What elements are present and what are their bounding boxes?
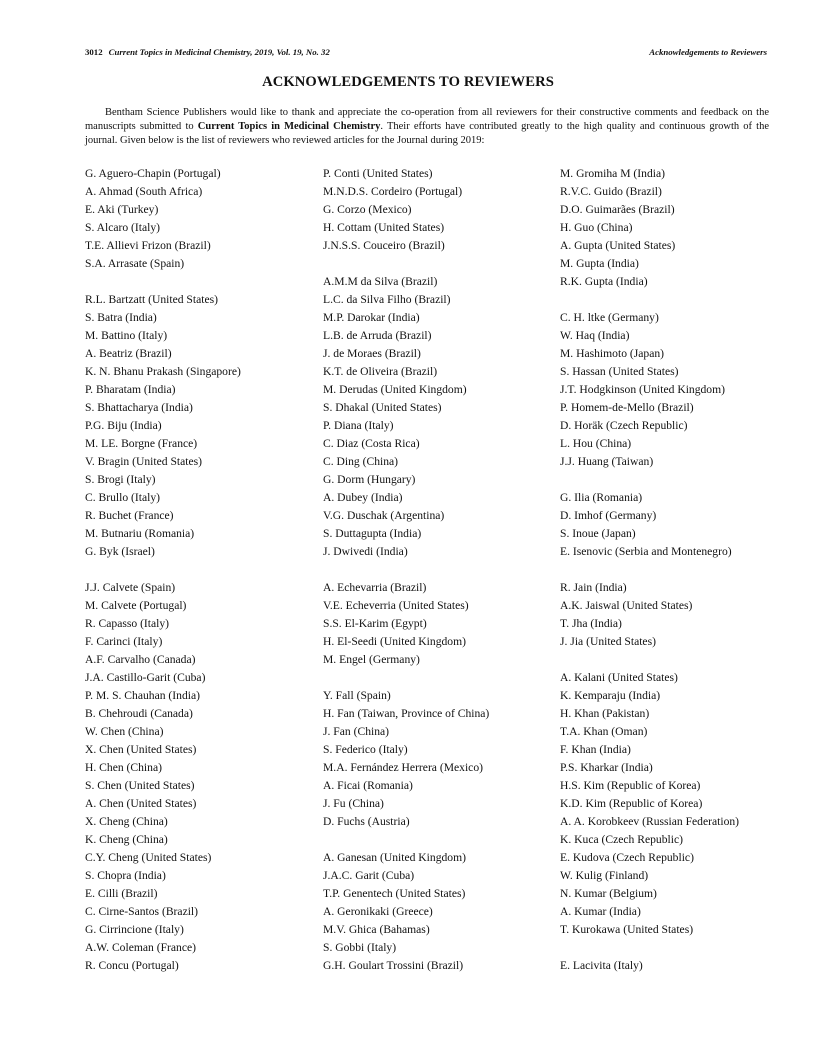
- reviewer-entry: P. Homem-de-Mello (Brazil): [560, 401, 694, 414]
- reviewer-entry: D. Imhof (Germany): [560, 509, 657, 522]
- reviewer-entry: F. Khan (India): [560, 743, 631, 756]
- reviewer-entry: K. Kuca (Czech Republic): [560, 833, 683, 846]
- reviewer-entry: R. Capasso (Italy): [85, 617, 170, 630]
- reviewer-entry: S. Hassan (United States): [560, 365, 679, 378]
- spacer: [560, 939, 790, 957]
- reviewer-entry: T.P. Genentech (United States): [323, 887, 466, 900]
- reviewer-entry: H. Chen (China): [85, 761, 162, 774]
- reviewer-column-2: [323, 165, 555, 975]
- reviewer-entry: A.W. Coleman (France): [85, 941, 196, 954]
- spacer: [560, 651, 790, 669]
- reviewer-entry: J.A.C. Garit (Cuba): [323, 869, 415, 882]
- reviewer-entry: R. Buchet (France): [85, 509, 174, 522]
- reviewer-entry: H. Khan (Pakistan): [560, 707, 650, 720]
- reviewer-entry: M.V. Ghica (Bahamas): [323, 923, 430, 936]
- reviewer-entry: J. Fan (China): [323, 725, 390, 738]
- reviewer-entry: A. Ficai (Romania): [323, 779, 413, 792]
- reviewer-column-3: [560, 165, 790, 975]
- reviewer-entry: C. H. ltke (Germany): [560, 311, 659, 324]
- reviewer-entry: M. Derudas (United Kingdom): [323, 383, 467, 396]
- intro-part2: . Their efforts have contributed greatly to the high quality and continuous growth of the journal. Given below is the list of reviewers who reviewed articles for the Journal during 2019:: [85, 121, 769, 146]
- reviewer-entry: H. El-Seedi (United Kingdom): [323, 635, 466, 648]
- reviewer-entry: D. Horäk (Czech Republic): [560, 419, 688, 432]
- reviewer-entry: H.S. Kim (Republic of Korea): [560, 779, 701, 792]
- reviewer-entry: J.T. Hodgkinson (United Kingdom): [560, 383, 725, 396]
- reviewer-entry: K.D. Kim (Republic of Korea): [560, 797, 703, 810]
- spacer: [323, 561, 555, 579]
- reviewer-entry: V.E. Echeverria (United States): [323, 599, 469, 612]
- reviewer-entry: G.H. Goulart Trossini (Brazil): [323, 959, 464, 972]
- reviewer-entry: M.N.D.S. Cordeiro (Portugal): [323, 185, 463, 198]
- page-number: 3012: [85, 47, 103, 57]
- reviewer-entry: J.J. Huang (Taiwan): [560, 455, 654, 468]
- reviewer-entry: H. Cottam (United States): [323, 221, 445, 234]
- reviewer-entry: P. M. S. Chauhan (India): [85, 689, 200, 702]
- reviewer-entry: Y. Fall (Spain): [323, 689, 391, 702]
- reviewer-entry: D.O. Guimarães (Brazil): [560, 203, 675, 216]
- reviewer-entry: C. Ding (China): [323, 455, 399, 468]
- reviewer-entry: B. Chehroudi (Canada): [85, 707, 193, 720]
- reviewer-entry: A.K. Jaiswal (United States): [560, 599, 693, 612]
- reviewer-entry: L.C. da Silva Filho (Brazil): [323, 293, 451, 306]
- reviewer-entry: C. Diaz (Costa Rica): [323, 437, 420, 450]
- reviewer-entry: C.Y. Cheng (United States): [85, 851, 212, 864]
- reviewer-entry: M.A. Fernández Herrera (Mexico): [323, 761, 483, 774]
- reviewer-entry: H. Guo (China): [560, 221, 633, 234]
- reviewer-entry: J.J. Calvete (Spain): [85, 581, 176, 594]
- reviewer-entry: X. Cheng (China): [85, 815, 168, 828]
- header-year: , 2019,: [250, 47, 277, 57]
- spacer: [323, 669, 555, 687]
- reviewer-entry: V.G. Duschak (Argentina): [323, 509, 445, 522]
- reviewer-entry: S. Gobbi (Italy): [323, 941, 397, 954]
- reviewer-entry: R. Jain (India): [560, 581, 627, 594]
- reviewer-entry: W. Haq (India): [560, 329, 630, 342]
- reviewer-entry: L.B. de Arruda (Brazil): [323, 329, 432, 342]
- reviewer-entry: M. Gupta (India): [560, 257, 639, 270]
- reviewer-entry: S. Brogi (Italy): [85, 473, 156, 486]
- intro-paragraph: [85, 106, 769, 148]
- reviewer-entry: T. Jha (India): [560, 617, 622, 630]
- reviewer-entry: J.A. Castillo-Garit (Cuba): [85, 671, 206, 684]
- intro-journal: Current Topics in Medicinal Chemistry: [197, 121, 381, 132]
- reviewer-entry: P.G. Biju (India): [85, 419, 162, 432]
- reviewer-entry: J. Dwivedi (India): [323, 545, 408, 558]
- reviewer-entry: N. Kumar (Belgium): [560, 887, 657, 900]
- reviewer-entry: E. Lacivita (Italy): [560, 959, 643, 972]
- reviewer-entry: G. Aguero-Chapin (Portugal): [85, 167, 221, 180]
- reviewer-entry: S.S. El-Karim (Egypt): [323, 617, 427, 630]
- reviewer-entry: A. Kalani (United States): [560, 671, 678, 684]
- reviewer-entry: T.A. Khan (Oman): [560, 725, 648, 738]
- reviewer-entry: S. Federico (Italy): [323, 743, 408, 756]
- reviewer-entry: K.T. de Oliveira (Brazil): [323, 365, 438, 378]
- reviewer-entry: G. Cirrincione (Italy): [85, 923, 184, 936]
- spacer: [560, 471, 790, 489]
- reviewer-entry: J. Fu (China): [323, 797, 384, 810]
- reviewer-entry: P. Conti (United States): [323, 167, 433, 180]
- reviewer-entry: A. Beatriz (Brazil): [85, 347, 172, 360]
- reviewer-entry: P.S. Kharkar (India): [560, 761, 653, 774]
- reviewer-entry: A. Echevarria (Brazil): [323, 581, 427, 594]
- reviewer-entry: X. Chen (United States): [85, 743, 197, 756]
- reviewer-entry: E. Cilli (Brazil): [85, 887, 158, 900]
- reviewer-entry: S. Bhattacharya (India): [85, 401, 193, 414]
- reviewer-entry: E. Aki (Turkey): [85, 203, 159, 216]
- header-left: [85, 47, 330, 57]
- reviewer-entry: M. Engel (Germany): [323, 653, 420, 666]
- reviewer-entry: A. Ganesan (United Kingdom): [323, 851, 466, 864]
- spacer: [323, 831, 555, 849]
- reviewer-entry: H. Fan (Taiwan, Province of China): [323, 707, 490, 720]
- running-header: [85, 47, 767, 57]
- spacer: [323, 255, 555, 273]
- reviewer-entry: V. Bragin (United States): [85, 455, 202, 468]
- reviewer-entry: T.E. Allievi Frizon (Brazil): [85, 239, 211, 252]
- reviewer-entry: M. Hashimoto (Japan): [560, 347, 665, 360]
- reviewer-entry: S. Chen (United States): [85, 779, 195, 792]
- reviewer-entry: A.F. Carvalho (Canada): [85, 653, 196, 666]
- reviewer-entry: A. Geronikaki (Greece): [323, 905, 433, 918]
- reviewer-entry: A. Kumar (India): [560, 905, 641, 918]
- spacer: [85, 273, 315, 291]
- reviewer-entry: S. Dhakal (United States): [323, 401, 442, 414]
- header-volume: Vol. 19, No. 32: [276, 47, 330, 57]
- spacer: [85, 561, 315, 579]
- reviewer-entry: J.N.S.S. Couceiro (Brazil): [323, 239, 445, 252]
- reviewer-entry: M. Gromiha M (India): [560, 167, 665, 180]
- reviewer-entry: E. Kudova (Czech Republic): [560, 851, 694, 864]
- reviewer-entry: R. Concu (Portugal): [85, 959, 179, 972]
- reviewer-entry: K. Cheng (China): [85, 833, 168, 846]
- reviewer-entry: A.M.M da Silva (Brazil): [323, 275, 438, 288]
- reviewer-entry: M. LE. Borgne (France): [85, 437, 198, 450]
- reviewer-entry: M. Butnariu (Romania): [85, 527, 195, 540]
- reviewer-entry: R.K. Gupta (India): [560, 275, 648, 288]
- reviewer-entry: M. Battino (Italy): [85, 329, 168, 342]
- intro-part1: Bentham Science Publishers would like to thank and appreciate the co-operation from all reviewers for their constructive comments and feedback on the manuscripts submitted to: [85, 107, 769, 132]
- reviewer-entry: A. Ahmad (South Africa): [85, 185, 203, 198]
- reviewer-entry: P. Bharatam (India): [85, 383, 176, 396]
- reviewer-entry: A. Chen (United States): [85, 797, 197, 810]
- reviewer-entry: S. Chopra (India): [85, 869, 166, 882]
- reviewer-entry: S. Batra (India): [85, 311, 157, 324]
- reviewer-entry: W. Kulig (Finland): [560, 869, 649, 882]
- reviewer-entry: G. Corzo (Mexico): [323, 203, 412, 216]
- reviewer-entry: G. Ilia (Romania): [560, 491, 643, 504]
- reviewer-entry: C. Cirne-Santos (Brazil): [85, 905, 199, 918]
- reviewer-entry: K. N. Bhanu Prakash (Singapore): [85, 365, 241, 378]
- reviewer-entry: S. Inoue (Japan): [560, 527, 636, 540]
- reviewer-entry: R.V.C. Guido (Brazil): [560, 185, 662, 198]
- reviewer-entry: K. Kemparaju (India): [560, 689, 661, 702]
- header-section: Acknowledgements to Reviewers: [649, 47, 767, 57]
- reviewer-entry: P. Diana (Italy): [323, 419, 394, 432]
- reviewer-entry: G. Byk (Israel): [85, 545, 155, 558]
- reviewer-column-1: [85, 165, 315, 975]
- reviewer-entry: J. Jia (United States): [560, 635, 656, 648]
- reviewer-entry: T. Kurokawa (United States): [560, 923, 694, 936]
- reviewer-entry: M. Calvete (Portugal): [85, 599, 187, 612]
- reviewer-entry: J. de Moraes (Brazil): [323, 347, 421, 360]
- reviewer-entry: S.A. Arrasate (Spain): [85, 257, 185, 270]
- reviewer-entry: A. Dubey (India): [323, 491, 403, 504]
- reviewer-columns: [85, 165, 785, 985]
- reviewer-entry: S. Duttagupta (India): [323, 527, 422, 540]
- reviewer-entry: A. A. Korobkeev (Russian Federation): [560, 815, 740, 828]
- spacer: [560, 291, 790, 309]
- reviewer-entry: R.L. Bartzatt (United States): [85, 293, 218, 306]
- reviewer-entry: F. Carinci (Italy): [85, 635, 163, 648]
- reviewer-entry: D. Fuchs (Austria): [323, 815, 410, 828]
- reviewer-entry: E. Isenovic (Serbia and Montenegro): [560, 545, 732, 558]
- reviewer-entry: W. Chen (China): [85, 725, 164, 738]
- page-title: ACKNOWLEDGEMENTS TO REVIEWERS: [262, 74, 554, 90]
- reviewer-entry: S. Alcaro (Italy): [85, 221, 161, 234]
- reviewer-entry: C. Brullo (Italy): [85, 491, 161, 504]
- reviewer-entry: L. Hou (China): [560, 437, 632, 450]
- spacer: [560, 561, 790, 579]
- reviewer-entry: M.P. Darokar (India): [323, 311, 420, 324]
- header-journal: Current Topics in Medicinal Chemistry: [108, 47, 251, 57]
- reviewer-entry: G. Dorm (Hungary): [323, 473, 416, 486]
- reviewer-entry: A. Gupta (United States): [560, 239, 676, 252]
